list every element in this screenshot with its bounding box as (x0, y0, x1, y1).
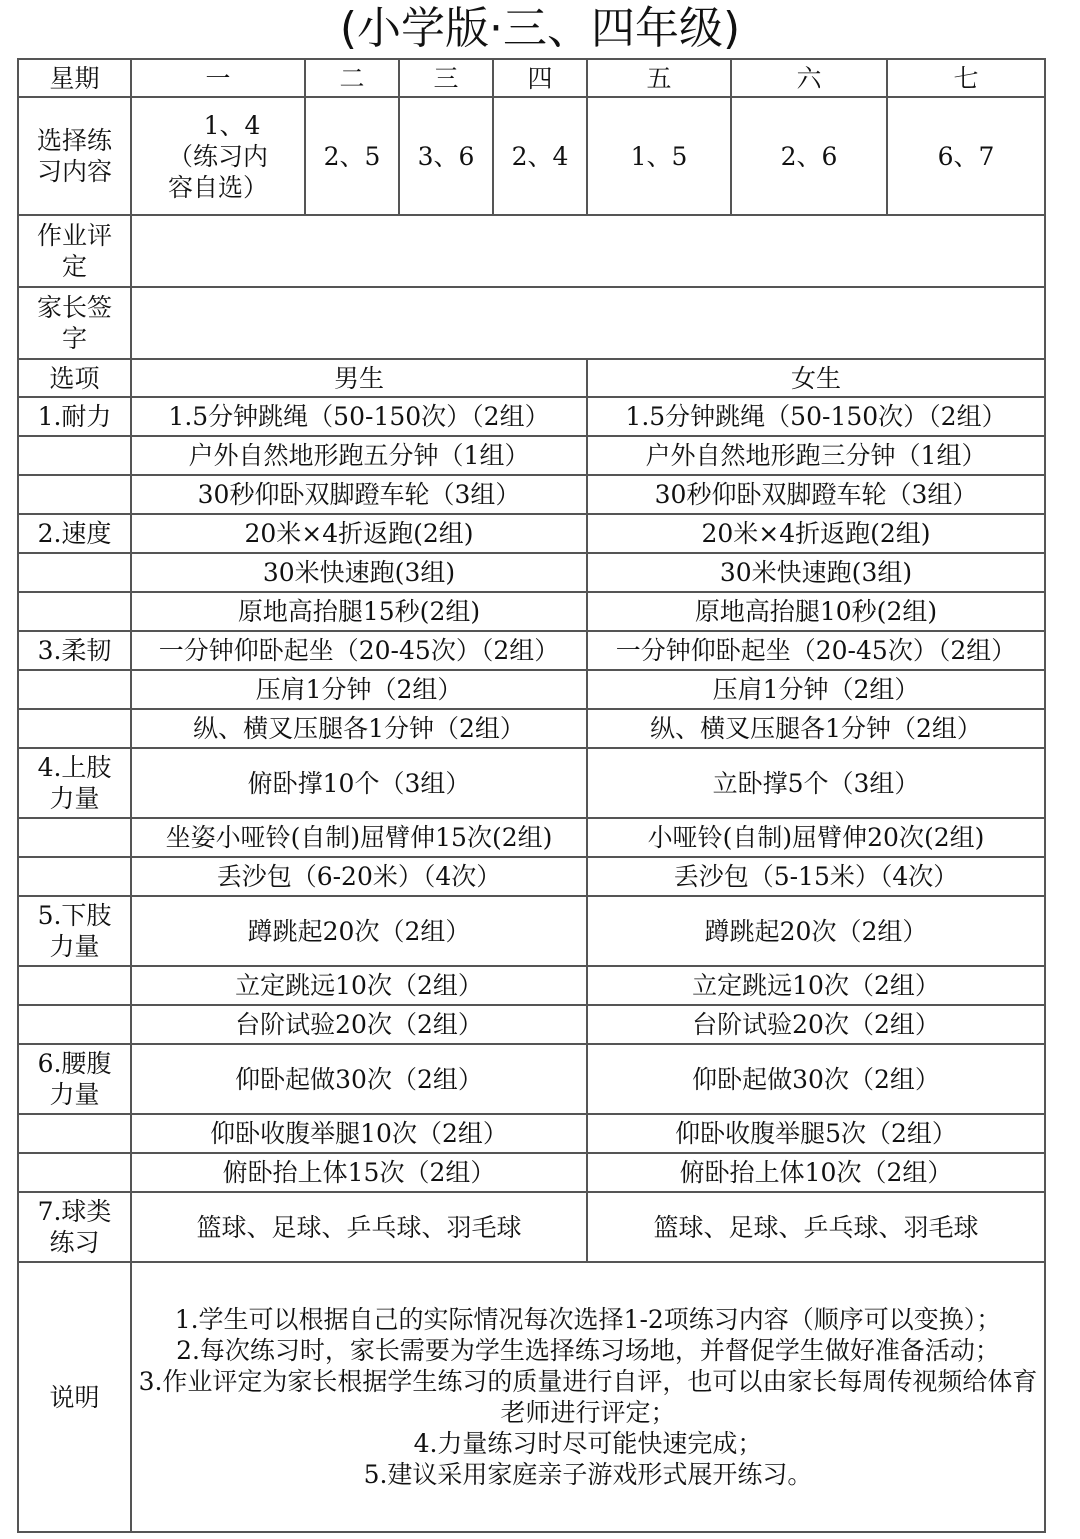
exercise-row (18, 1114, 1045, 1153)
exercise-row (18, 436, 1045, 475)
female-exercise: 仰卧收腹举腿5次（2组） (587, 1114, 1045, 1153)
female-exercise: 30秒仰卧双脚蹬车轮（3组） (587, 475, 1045, 514)
female-exercise: 20米×4折返跑(2组) (587, 514, 1045, 553)
selection-value: 2、6 (731, 97, 887, 215)
female-exercise: 立定跳远10次（2组） (587, 966, 1045, 1005)
notes-content (131, 1262, 1045, 1532)
male-exercise: 20米×4折返跑(2组) (131, 514, 587, 553)
category-label-line: 4.上肢 (37, 753, 112, 782)
category-label (18, 436, 131, 475)
female-exercise: 一分钟仰卧起坐（20-45次）（2组） (587, 631, 1045, 670)
female-exercise: 30米快速跑(3组) (587, 553, 1045, 592)
exercise-row (18, 475, 1045, 514)
male-exercise: 仰卧收腹举腿10次（2组） (131, 1114, 587, 1153)
parent-sign-field[interactable] (131, 287, 1045, 359)
category-label (18, 1114, 131, 1153)
note-item: 5.建议采用家庭亲子游戏形式展开练习。 (363, 1460, 813, 1489)
female-exercise: 小哑铃(自制)屈臂伸20次(2组) (587, 818, 1045, 857)
male-exercise: 仰卧起做30次（2组） (131, 1044, 587, 1114)
exercise-row (18, 592, 1045, 631)
selection-day1-line: （练习内 (167, 141, 268, 171)
category-label (18, 709, 131, 748)
evaluation-label (18, 215, 131, 287)
selection-day1 (131, 97, 305, 215)
category-label-line: 力量 (49, 1080, 100, 1109)
category-label-line: 练习 (49, 1228, 100, 1257)
category-label (18, 1192, 131, 1262)
male-exercise: 立定跳远10次（2组） (131, 966, 587, 1005)
category-label (18, 857, 131, 896)
exercise-row (18, 631, 1045, 670)
category-label (18, 631, 131, 670)
selection-label-line: 习内容 (36, 157, 112, 186)
category-label (18, 514, 131, 553)
options-header-row (18, 359, 1045, 397)
exercise-schedule-table (17, 58, 1046, 1533)
selection-value: 3、6 (399, 97, 493, 215)
male-exercise: 丢沙包（6-20米）（4次） (131, 857, 587, 896)
selection-row (18, 97, 1045, 215)
selection-value: 2、4 (493, 97, 587, 215)
category-label-line: 6.腰腹 (37, 1049, 112, 1078)
day-cell: 三 (399, 59, 493, 97)
female-exercise: 仰卧起做30次（2组） (587, 1044, 1045, 1114)
category-label (18, 748, 131, 818)
category-label (18, 592, 131, 631)
notes-row (18, 1262, 1045, 1532)
parent-sign-label (18, 287, 131, 359)
note-item: 3.作业评定为家长根据学生练习的质量进行自评，也可以由家长每周传视频给体育老师进行评定； (138, 1367, 1038, 1427)
day-cell: 七 (887, 59, 1045, 97)
male-exercise: 户外自然地形跑五分钟（1组） (131, 436, 587, 475)
exercise-row (18, 857, 1045, 896)
selection-day1-line: 容自选） (167, 172, 268, 202)
parent-sign-row (18, 287, 1045, 359)
exercise-row (18, 397, 1045, 436)
exercise-row (18, 896, 1045, 966)
male-exercise: 30米快速跑(3组) (131, 553, 587, 592)
category-label (18, 397, 131, 436)
category-label-line: 力量 (49, 784, 100, 813)
day-cell: 一 (131, 59, 305, 97)
category-label (18, 670, 131, 709)
female-exercise: 1.5分钟跳绳（50-150次）（2组） (587, 397, 1045, 436)
evaluation-row (18, 215, 1045, 287)
male-exercise: 一分钟仰卧起坐（20-45次）（2组） (131, 631, 587, 670)
note-item: 2.每次练习时，家长需要为学生选择练习场地，并督促学生做好准备活动； (176, 1336, 1000, 1365)
category-label-line: 力量 (49, 932, 100, 961)
category-label (18, 1044, 131, 1114)
female-header: 女生 (587, 359, 1045, 397)
female-exercise: 台阶试验20次（2组） (587, 1005, 1045, 1044)
female-exercise: 俯卧抬上体10次（2组） (587, 1153, 1045, 1192)
category-label (18, 1005, 131, 1044)
weekday-header-row (18, 59, 1045, 97)
category-label-line: 5.下肢 (37, 901, 112, 930)
category-label (18, 818, 131, 857)
exercise-row (18, 1192, 1045, 1262)
category-label-line: 1.耐力 (37, 402, 112, 431)
exercise-row (18, 1044, 1045, 1114)
female-exercise: 立卧撑5个（3组） (587, 748, 1045, 818)
day-cell: 五 (587, 59, 731, 97)
male-exercise: 纵、横叉压腿各1分钟（2组） (131, 709, 587, 748)
male-exercise: 俯卧撑10个（3组） (131, 748, 587, 818)
category-label (18, 1153, 131, 1192)
exercise-row (18, 1005, 1045, 1044)
male-exercise: 30秒仰卧双脚蹬车轮（3组） (131, 475, 587, 514)
parent-sign-label-line: 字 (61, 324, 87, 353)
exercise-row (18, 514, 1045, 553)
evaluation-label-line: 定 (61, 252, 87, 281)
category-label (18, 966, 131, 1005)
exercise-row (18, 1153, 1045, 1192)
selection-label (18, 97, 131, 215)
exercise-row (18, 966, 1045, 1005)
selection-day1-line: 1、4 (203, 110, 261, 140)
parent-sign-label-line: 家长签 (36, 293, 112, 322)
exercise-row (18, 670, 1045, 709)
female-exercise: 纵、横叉压腿各1分钟（2组） (587, 709, 1045, 748)
male-exercise: 坐姿小哑铃(自制)屈臂伸15次(2组) (131, 818, 587, 857)
note-item: 1.学生可以根据自己的实际情况每次选择1-2项练习内容（顺序可以变换）； (174, 1305, 1002, 1334)
exercise-row (18, 709, 1045, 748)
notes-label: 说明 (18, 1262, 131, 1532)
female-exercise: 篮球、足球、乒乓球、羽毛球 (587, 1192, 1045, 1262)
category-label-line: 2.速度 (37, 519, 112, 548)
selection-value: 6、7 (887, 97, 1045, 215)
male-exercise: 蹲跳起20次（2组） (131, 896, 587, 966)
male-header: 男生 (131, 359, 587, 397)
male-exercise: 1.5分钟跳绳（50-150次）（2组） (131, 397, 587, 436)
female-exercise: 压肩1分钟（2组） (587, 670, 1045, 709)
exercise-row (18, 553, 1045, 592)
options-label: 选项 (18, 359, 131, 397)
day-cell: 六 (731, 59, 887, 97)
female-exercise: 户外自然地形跑三分钟（1组） (587, 436, 1045, 475)
category-label-line: 7.球类 (37, 1197, 112, 1226)
male-exercise: 原地高抬腿15秒(2组) (131, 592, 587, 631)
male-exercise: 台阶试验20次（2组） (131, 1005, 587, 1044)
category-label-line: 3.柔韧 (37, 636, 112, 665)
exercise-row (18, 818, 1045, 857)
selection-label-line: 选择练 (36, 126, 112, 155)
female-exercise: 原地高抬腿10秒(2组) (587, 592, 1045, 631)
page-title: (小学版·三、四年级) (339, 3, 741, 54)
note-item: 4.力量练习时尽可能快速完成； (413, 1429, 763, 1458)
male-exercise: 篮球、足球、乒乓球、羽毛球 (131, 1192, 587, 1262)
day-cell: 四 (493, 59, 587, 97)
category-label (18, 896, 131, 966)
week-label: 星期 (18, 59, 131, 97)
evaluation-field[interactable] (131, 215, 1045, 287)
male-exercise: 压肩1分钟（2组） (131, 670, 587, 709)
female-exercise: 蹲跳起20次（2组） (587, 896, 1045, 966)
female-exercise: 丢沙包（5-15米）（4次） (587, 857, 1045, 896)
evaluation-label-line: 作业评 (36, 221, 112, 250)
male-exercise: 俯卧抬上体15次（2组） (131, 1153, 587, 1192)
selection-value: 1、5 (587, 97, 731, 215)
category-label (18, 553, 131, 592)
day-cell: 二 (305, 59, 399, 97)
exercise-row (18, 748, 1045, 818)
selection-value: 2、5 (305, 97, 399, 215)
category-label (18, 475, 131, 514)
